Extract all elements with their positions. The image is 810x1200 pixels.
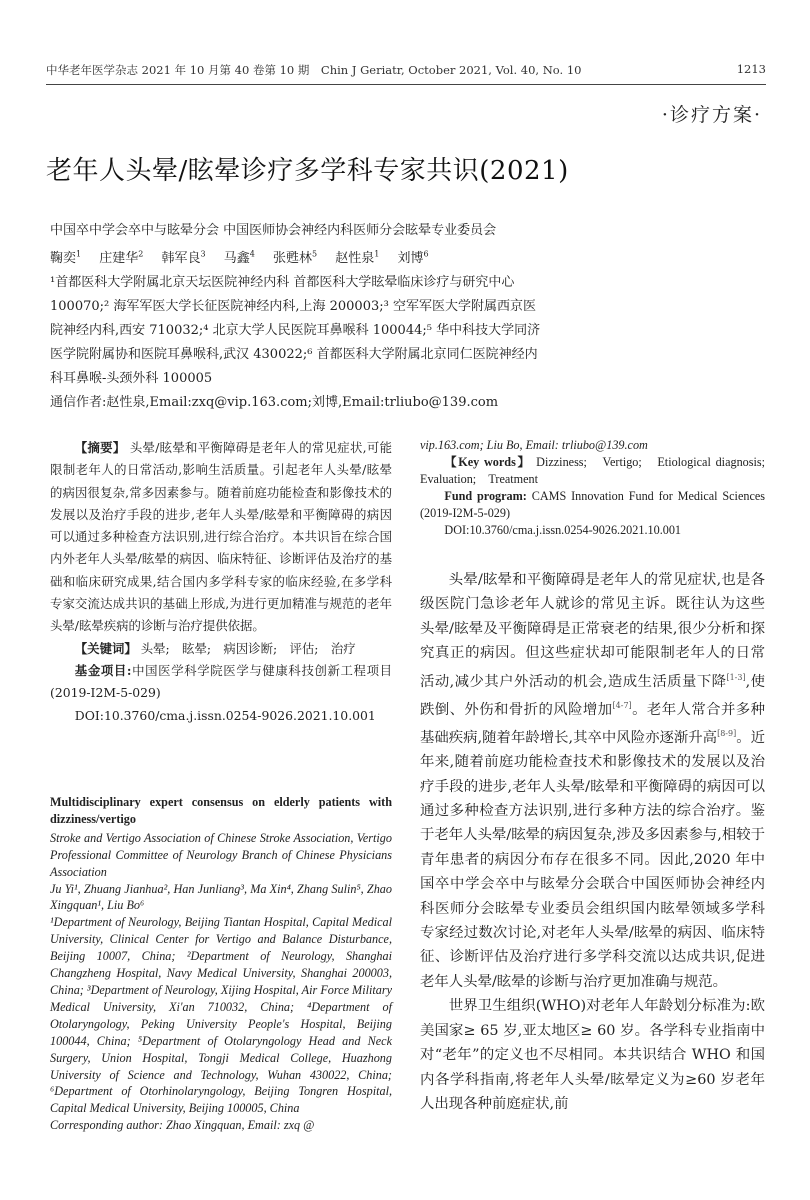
affiliation-line: 科耳鼻喉-头颈外科 100005 (50, 371, 213, 387)
doi-cn: DOI:10.3760/cma.j.issn.0254-9026.2021.10.001 (74, 707, 376, 723)
english-affiliations: ¹Department of Neurology, Beijing Tiantan Hospital, Capital Medical University, Clinical Center for Vertigo and Balance Disturbance, Beijing 10007, China; ²Department of Neurology, Shanghai Changzheng Hospital, Navy Medical University, Shanghai 200003, China; ³Department of Neurology, Xijing Hospital, Air Force Military Medical University, Xi'an 710032, China; ⁴Department of Otolaryngology, Peking University People's Hospital, Beijing 100044, China; ⁵Department of Otolaryngology Head and Neck Surgery, Union Hospital, Tongji Medical College, Huazhong University of Science and Technology, Wuhan 430022, China; ⁶Department of Otorhinolaryngology, Beijing Tongren Hospital, Capital Medical University, Beijing 100005, China (50, 915, 392, 1116)
author: 赵性泉$^1$ (335, 250, 380, 267)
english-authors: Ju Yi¹, Zhuang Jianhua², Han Junliang³, Ma Xin⁴, Zhang Sulin⁵, Zhao Xingquan¹, Liu Bo⁶ (50, 881, 392, 913)
english-title: Multidisciplinary expert consensus on elderly patients with dizziness/vertigo (50, 795, 392, 826)
body-paragraph: 世界卫生组织(WHO)对老年人年龄划分标准为:欧美国家≥ 65 岁,亚太地区≥ 60 岁。各学科专业指南中对“老年”的定义也不尽相同。本共识结合 WHO 和国内各学科指南,将老年人头晕/眩晕定义为≥60 岁老年人出现各种前庭症状,前 (420, 998, 765, 1112)
author: 张甦林$^5$ (273, 250, 318, 267)
author: 鞠奕$^1$ (50, 250, 82, 267)
organizations: 中国卒中学会卒中与眩晕分会 中国医师协会神经内科医师分会眩晕专业委员会 (50, 223, 497, 238)
author: 庄建华$^2$ (99, 250, 144, 267)
article-title: 老年人头晕/眩晕诊疗多学科专家共识(2021) (46, 156, 569, 186)
author: 马鑫$^4$ (223, 250, 255, 267)
body-paragraph: 头晕/眩晕和平衡障碍是老年人的常见症状,也是各级医院门急诊老年人就诊的常见主诉。既往认为这些头晕/眩晕及平衡障碍是正常衰老的结果,很少分析和探究真正的病因。但这些症状却可能限制老年人的日常活动,减少其户外活动的机会,造成生活质量下降[1-3],使跌倒、外伤和骨折的风险增加[4-7]。老年人常合并多种基础疾病,随着年龄增长,其卒中风险亦逐渐升高[8-9]。近年来,随着前庭功能检查技术和影像技术的发展以及治疗手段的进步,老年人头晕/眩晕和平衡障碍的病因可以通过多种检查方法识别,进行多种方法的综合治疗。鉴于老年人头晕/眩晕的病因复杂,涉及多因素参与,相较于青年患者的病因分布存在很多不同。因此,2020 年中国卒中学会卒中与眩晕分会联合中国医师协会神经内科医师分会眩晕专业委员会组织国内眩晕领域多学科专家经过数次讨论,对老年人头晕/眩晕的病因、临床特征、诊断评估及治疗进行多学科交流以达成共识,促进老年人头晕/眩晕的诊断与治疗更加准确与规范。 (420, 572, 765, 990)
keywords-cn: 【关键词】 头晕; 眩晕; 病因诊断; 评估; 治疗 (74, 640, 356, 656)
header-rule (46, 84, 766, 85)
abstract-cn (50, 437, 392, 727)
abstract-text: 头晕/眩晕和平衡障碍是老年人的常见症状,可能限制老年人的日常活动,影响生活质量。引起老年人头晕/眩晕的病因很复杂,常多因素参与。随着前庭功能检查和影像技术的发展以及治疗手段的进步,老年人头晕/眩晕和平衡障碍的病因可以通过多种检查方法识别,进行综合治疗。本共识旨在综合国内外老年人头晕/眩晕的病因、临床特征、诊断评估及治疗的基础和临床研究成果,结合国内多学科专家的临床经验,在多学科专家交流达成共识的基础上形成,为进行更加精准与规范的老年头晕/眩晕疾病的诊断与治疗提供依据。 (50, 440, 392, 634)
fund-cn: 基金项目:中国医学科学院医学与健康科技创新工程项目(2019-I2M-5-029) (50, 662, 393, 701)
author-list (50, 243, 750, 271)
abstract-en (50, 794, 392, 1134)
corresponding-author: 通信作者:赵性泉,Email:zxq@vip.163.com;刘博,Email:trliubo@139.com (50, 395, 499, 411)
citation: [8-9] (717, 729, 737, 739)
doi-en: DOI:10.3760/cma.j.issn.0254-9026.2021.10.001 (444, 523, 682, 537)
english-corresponding-cont: vip.163.com; Liu Bo, Email: trliubo@139.com (420, 438, 648, 452)
affiliation-line: 100070;² 海军军医大学长征医院神经内科,上海 200003;³ 空军军医大学附属西京医 (50, 299, 536, 315)
author-block (50, 219, 750, 415)
english-org: Stroke and Vertigo Association of Chinese Stroke Association, Vertigo Professional Committee of Neurology Branch of Chinese Physicians Association (50, 830, 392, 879)
fund-en: Fund program: CAMS Innovation Fund for Medical Sciences (2019-I2M-5-029) (420, 489, 766, 520)
page-number: 1213 (736, 62, 766, 76)
journal-citation: 中华老年医学杂志 2021 年 10 月第 40 卷第 10 期 Chin J Geriatr, October 2021, Vol. 40, No. 10 (46, 63, 582, 77)
affiliation-line: ¹首都医科大学附属北京天坛医院神经内科 首都医科大学眩晕临床诊疗与研究中心 (50, 275, 515, 291)
body-text (420, 568, 765, 1116)
column-tag: ·诊疗方案· (661, 104, 762, 126)
keywords-en: 【Key words】 Dizziness; Vertigo; Etiological diagnosis; Evaluation; Treatment (420, 455, 778, 486)
english-continuation (420, 437, 778, 539)
affiliation-line: 院神经内科,西安 710032;⁴ 北京大学人民医院耳鼻喉科 100044;⁵ 华中科技大学同济 (50, 323, 541, 339)
abstract-label: 【摘要】 (74, 440, 126, 455)
citation: [1-3] (726, 672, 746, 682)
author: 刘博$^6$ (397, 250, 429, 267)
author: 韩军良$^3$ (161, 250, 206, 267)
affiliation-line: 医学院附属协和医院耳鼻喉科,武汉 430022;⁶ 首都医科大学附属北京同仁医院神经内 (50, 347, 538, 363)
citation: [4-7] (612, 700, 632, 710)
abstract-paragraph (50, 437, 392, 638)
running-header (46, 62, 766, 78)
english-corresponding: Corresponding author: Zhao Xingquan, Email: zxq @ (50, 1118, 315, 1133)
